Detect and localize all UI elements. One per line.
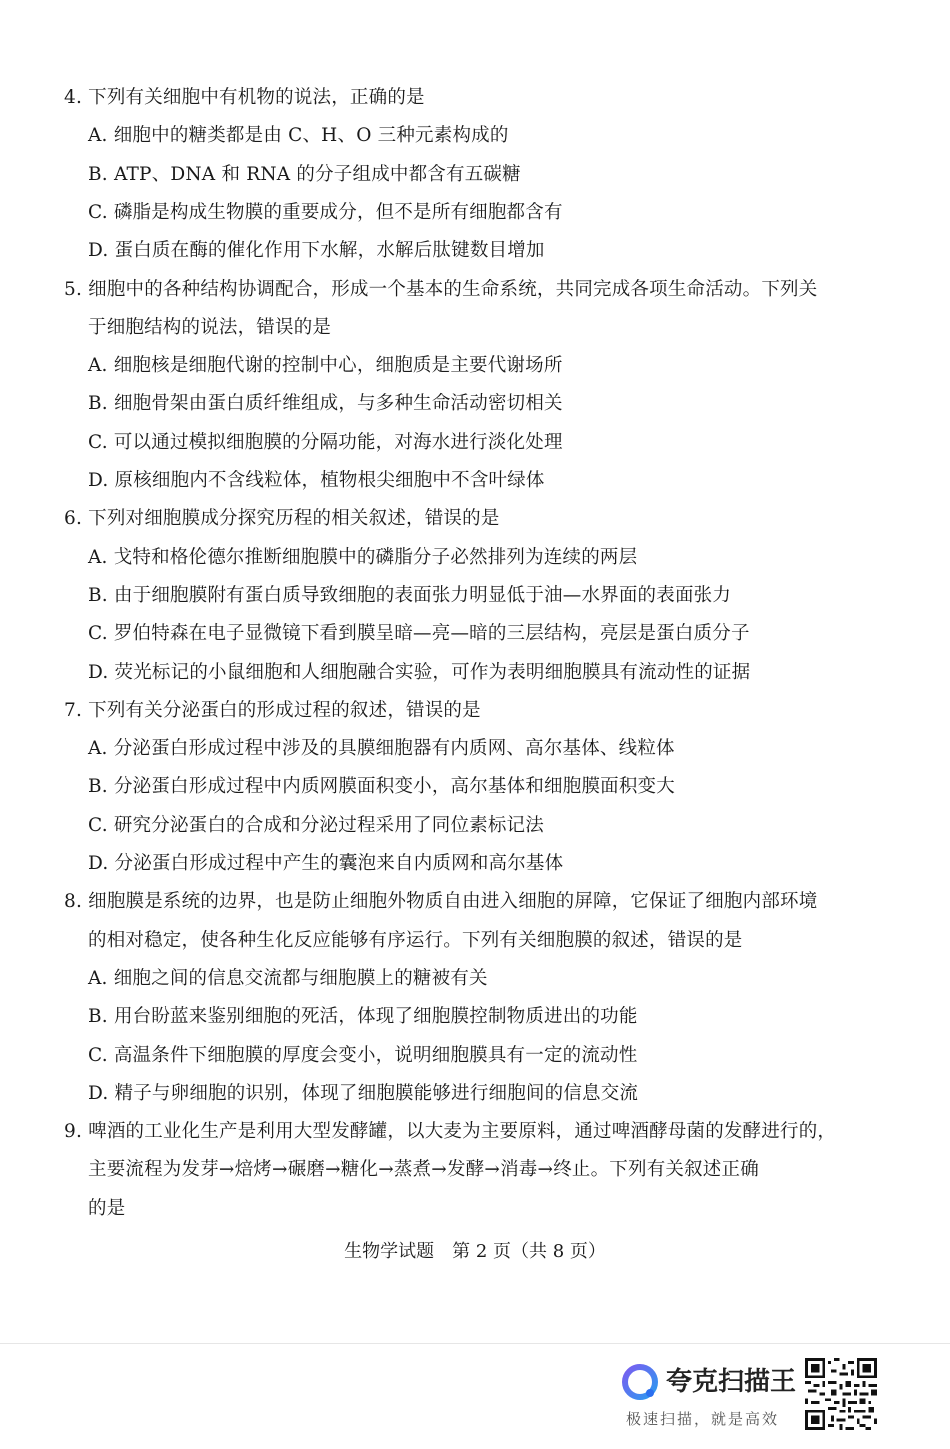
- question-stem: 4. 下列有关细胞中有机物的说法，正确的是: [64, 87, 425, 108]
- scanner-watermark: [622, 1360, 802, 1430]
- answer-option: C. 罗伯特森在电子显微镜下看到膜呈暗—亮—暗的三层结构，亮层是蛋白质分子: [88, 623, 750, 644]
- watermark-divider: [0, 1343, 950, 1344]
- question-stem-continued: 于细胞结构的说法，错误的是: [88, 317, 332, 338]
- answer-option: D. 原核细胞内不含线粒体，植物根尖细胞中不含叶绿体: [88, 470, 545, 491]
- answer-option: A. 戈特和格伦德尔推断细胞膜中的磷脂分子必然排列为连续的两层: [88, 547, 638, 568]
- quark-logo-icon: [622, 1364, 658, 1400]
- answer-option: A. 细胞中的糖类都是由 C、H、O 三种元素构成的: [88, 125, 509, 146]
- answer-option: A. 分泌蛋白形成过程中涉及的具膜细胞器有内质网、高尔基体、线粒体: [88, 738, 675, 759]
- question-stem-continued: 的相对稳定，使各种生化反应能够有序运行。下列有关细胞膜的叙述，错误的是: [88, 930, 743, 951]
- question-stem: 8. 细胞膜是系统的边界，也是防止细胞外物质自由进入细胞的屏障，它保证了细胞内部环境: [64, 891, 818, 912]
- answer-option: C. 磷脂是构成生物膜的重要成分，但不是所有细胞都含有: [88, 202, 563, 223]
- answer-option: B. 用台盼蓝来鉴别细胞的死活，体现了细胞膜控制物质进出的功能: [88, 1006, 638, 1027]
- question-stem: 7. 下列有关分泌蛋白的形成过程的叙述，错误的是: [64, 700, 481, 721]
- brand-name: 夸克扫描王: [666, 1367, 797, 1397]
- answer-option: B. ATP、DNA 和 RNA 的分子组成中都含有五碳糖: [88, 164, 521, 185]
- question-stem-continued: 主要流程为发芽→焙烤→碾磨→糖化→蒸煮→发酵→消毒→终止。下列有关叙述正确: [88, 1159, 759, 1180]
- answer-option: B. 由于细胞膜附有蛋白质导致细胞的表面张力明显低于油—水界面的表面张力: [88, 585, 732, 606]
- answer-option: D. 蛋白质在酶的催化作用下水解，水解后肽键数目增加: [88, 240, 545, 261]
- question-stem: 5. 细胞中的各种结构协调配合，形成一个基本的生命系统，共同完成各项生命活动。下列关: [64, 279, 818, 300]
- answer-option: B. 细胞骨架由蛋白质纤维组成，与多种生命活动密切相关: [88, 393, 563, 414]
- answer-option: D. 分泌蛋白形成过程中产生的囊泡来自内质网和高尔基体: [88, 853, 564, 874]
- question-stem: 9. 啤酒的工业化生产是利用大型发酵罐，以大麦为主要原料，通过啤酒酵母菌的发酵进行的，: [64, 1121, 837, 1142]
- answer-option: A. 细胞核是细胞代谢的控制中心，细胞质是主要代谢场所: [88, 355, 563, 376]
- answer-option: C. 研究分泌蛋白的合成和分泌过程采用了同位素标记法: [88, 815, 544, 836]
- question-stem: 6. 下列对细胞膜成分探究历程的相关叙述，错误的是: [64, 508, 500, 529]
- answer-option: B. 分泌蛋白形成过程中内质网膜面积变小，高尔基体和细胞膜面积变大: [88, 776, 675, 797]
- page-footer: 生物学试题 第 2 页（共 8 页）: [344, 1241, 606, 1262]
- answer-option: D. 荧光标记的小鼠细胞和人细胞融合实验，可作为表明细胞膜具有流动性的证据: [88, 662, 751, 683]
- answer-option: C. 高温条件下细胞膜的厚度会变小，说明细胞膜具有一定的流动性: [88, 1045, 638, 1066]
- question-stem-continued: 的是: [88, 1198, 126, 1219]
- answer-option: C. 可以通过模拟细胞膜的分隔功能，对海水进行淡化处理: [88, 432, 563, 453]
- answer-option: D. 精子与卵细胞的识别，体现了细胞膜能够进行细胞间的信息交流: [88, 1083, 639, 1104]
- answer-option: A. 细胞之间的信息交流都与细胞膜上的糖被有关: [88, 968, 488, 989]
- qr-code-icon: [805, 1358, 877, 1430]
- brand-slogan: 极速扫描，就是高效: [626, 1410, 780, 1428]
